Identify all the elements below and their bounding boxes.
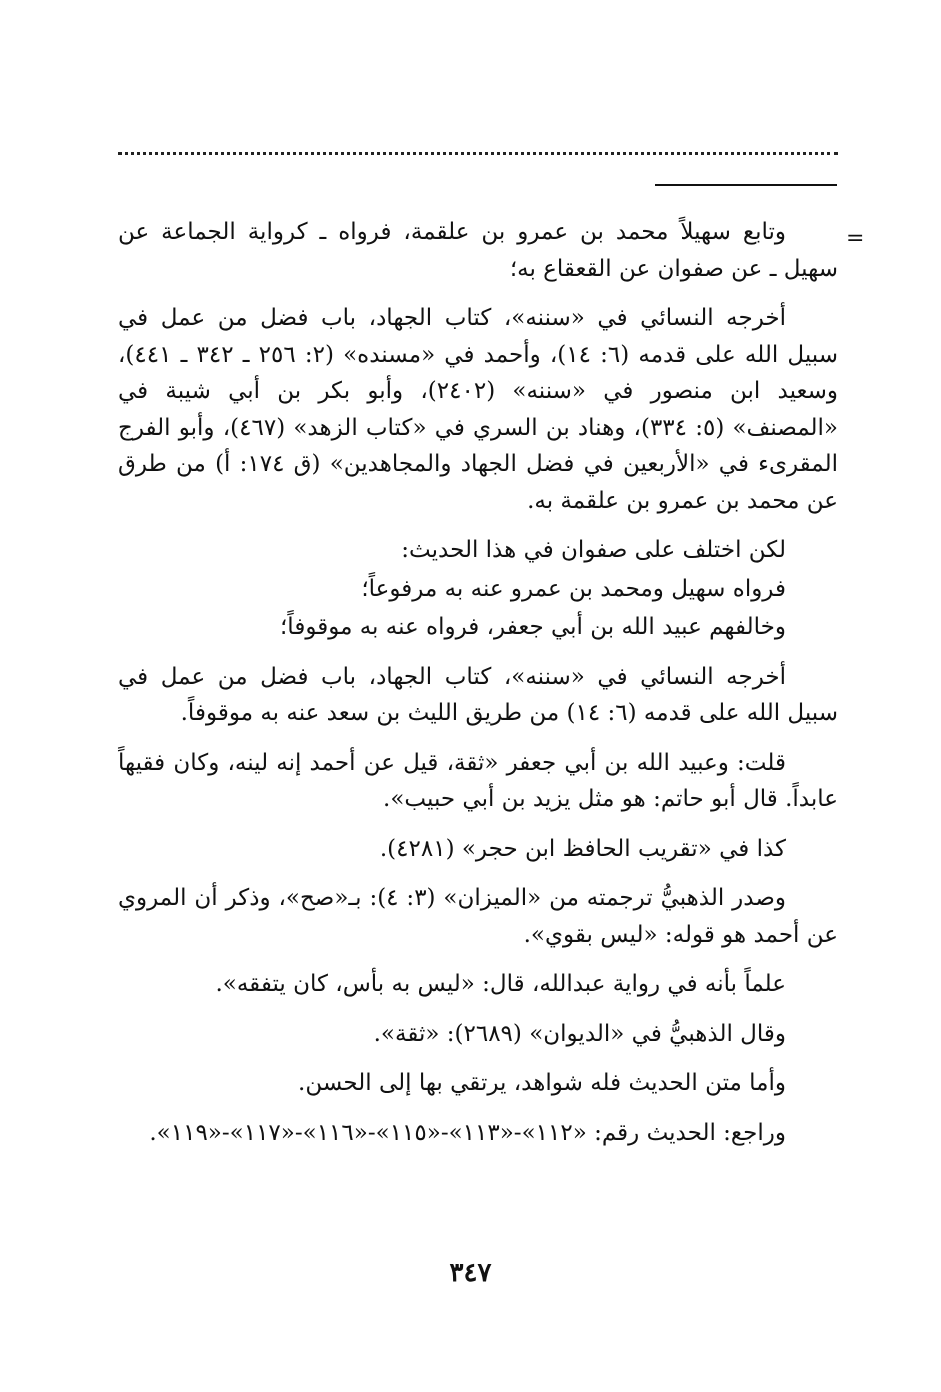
line-shawahid: وأما متن الحديث فله شواهد، يرتقي بها إلى الحسن. — [298, 1070, 786, 1096]
line-raji: وراجع: الحديث رقم: «١١٢»-«١١٣»-«١١٥»-«١١٦»-«١١٧»-«١١٩». — [149, 1119, 786, 1146]
line-ikhtilaf: لكن اختلف على صفوان في هذا الحديث: — [401, 537, 786, 563]
paragraph-qultu: قلت: وعبيد الله بن أبي جعفر «ثقة، قيل عن أحمد إنه لينه، وكان فقيهاً عابداً. قال أبو حاتم: هو مثل يزيد بن أبي حبيب». — [118, 749, 838, 812]
paragraph-takhrij-2: أخرجه النسائي في «سننه»، كتاب الجهاد، باب فضل من عمل في سبيل الله على قدمه (٦: ١٤) من طريق الليث بن سعد عنه به موقوفاً. — [118, 663, 838, 726]
paragraph-takhrij-1: أخرجه النسائي في «سننه»، كتاب الجهاد، باب فضل من عمل في سبيل الله على قدمه (٦: ١٤)، وأحمد في «مسنده» (٢: ٢٥٦ ـ ٣٤٢ ـ ٤٤١)، وسعيد ابن منصور في «سننه» (٢٤٠٢)، وأبو بكر بن أبي شيبة في «المصنف» (٥: ٣٣٤)، وهناد بن السري في «كتاب الزهد» (٤٦٧)، وأبو الفرج المقرىء في «الأربعين في فضل الجهاد والمجاهدين» (ق ١٧٤: أ) من طرق عن محمد بن عمرو بن علقمة به. — [118, 305, 839, 514]
line-riwaya: علماً بأنه في رواية عبدالله، قال: «ليس به بأس، كان يتفقه». — [215, 971, 786, 997]
footnote-rule — [655, 184, 837, 186]
line-diwan: وقال الذهبيُّ في «الديوان» (٢٦٨٩): «ثقة». — [373, 1020, 786, 1047]
continuation-marker: = — [846, 226, 865, 251]
page-number: ٣٤٧ — [449, 1258, 492, 1288]
footnote-body — [118, 214, 838, 1164]
line-mawquf: وخالفهم عبيد الله بن أبي جعفر، فرواه عنه به موقوفاً؛ — [280, 614, 786, 640]
dotted-separator — [118, 152, 838, 155]
line-taqrib: كذا في «تقريب الحافظ ابن حجر» (٤٢٨١). — [379, 835, 786, 862]
paragraph-mutaba: وتابع سهيلاً محمد بن عمرو بن علقمة، فرواه ـ كرواية الجماعة عن سهيل ـ عن صفوان عن القعقاع به؛ — [118, 219, 838, 282]
line-marfu: فرواه سهيل ومحمد بن عمرو عنه به مرفوعاً؛ — [361, 575, 786, 602]
paragraph-mizan: وصدر الذهبيُّ ترجمته من «الميزان» (٣: ٤): بـ«صح»، وذكر أن المروي عن أحمد هو قوله: «ليس بقوي». — [118, 885, 838, 948]
